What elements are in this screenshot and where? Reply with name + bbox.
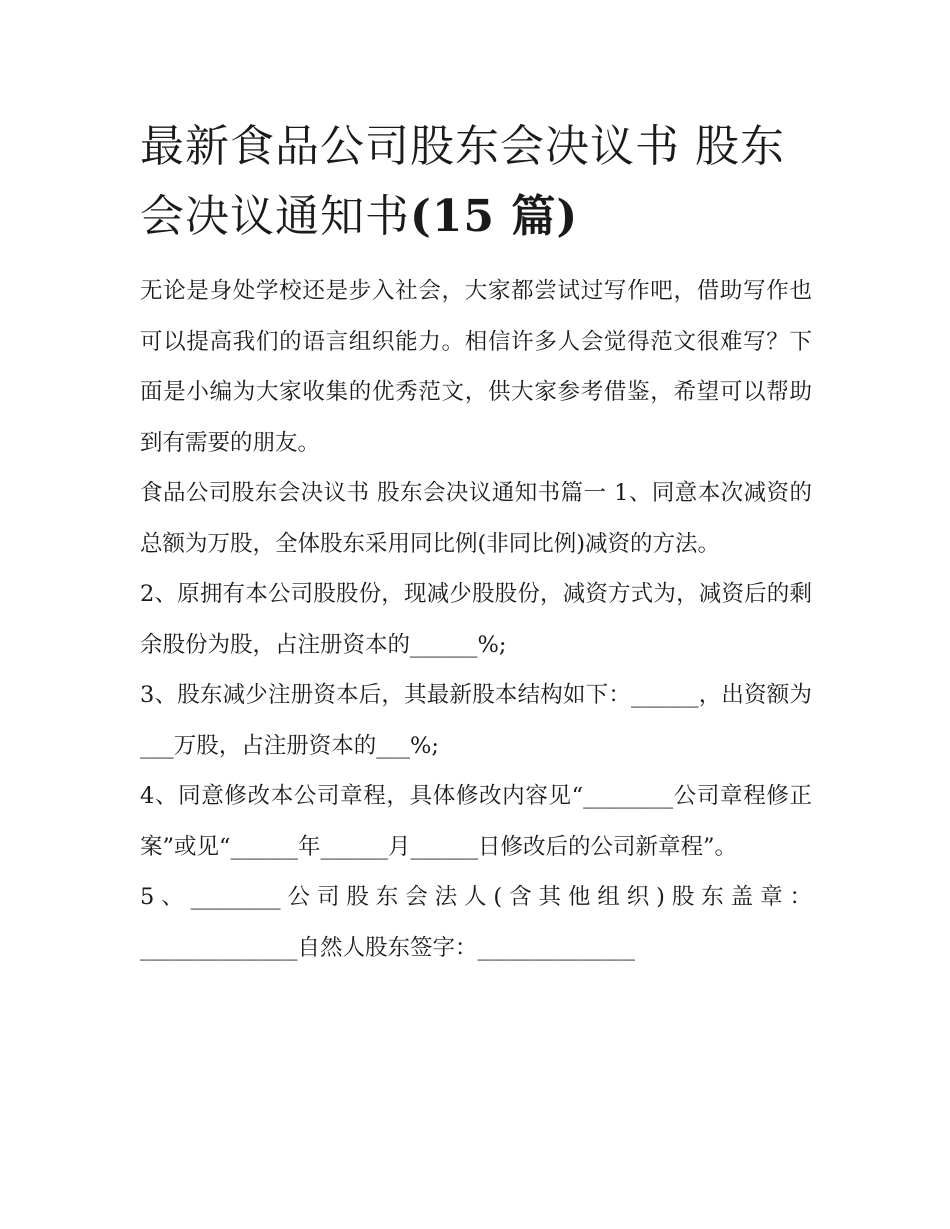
title-text: 最新食品公司股东会决议书 股东会决议通知书 [140,121,785,242]
clause-3-paragraph: 3、股东减少注册资本后，其最新股本结构如下：______，出资额为___万股，占注册资本的___%; [140,682,812,759]
section-one-paragraph: 食品公司股东会决议书 股东会决议通知书篇一 1、同意本次减资的总额为万股，全体股东采用同比例(非同比例)减资的方法。 [140,480,812,557]
title-count: (15 篇) [410,191,579,242]
clause-2-paragraph: 2、原拥有本公司股股份，现减少股股份，减资方式为，减资后的剩余股份为股，占注册资本的______%; [140,581,812,658]
document-title [140,112,812,252]
clause-4-paragraph: 4、同意修改本公司章程，具体修改内容见“________公司章程修正案”或见“______年______月______日修改后的公司新章程”。 [140,783,812,860]
clause-5-paragraph: 5、________公司股东会法人(含其他组织)股东盖章：______________自然人股东签字：______________ [140,884,812,961]
intro-paragraph: 无论是身处学校还是步入社会，大家都尝试过写作吧，借助写作也可以提高我们的语言组织能力。相信许多人会觉得范文很难写？下面是小编为大家收集的优秀范文，供大家参考借鉴，希望可以帮助到有需要的朋友。 [140,278,812,456]
document-page [140,112,812,973]
